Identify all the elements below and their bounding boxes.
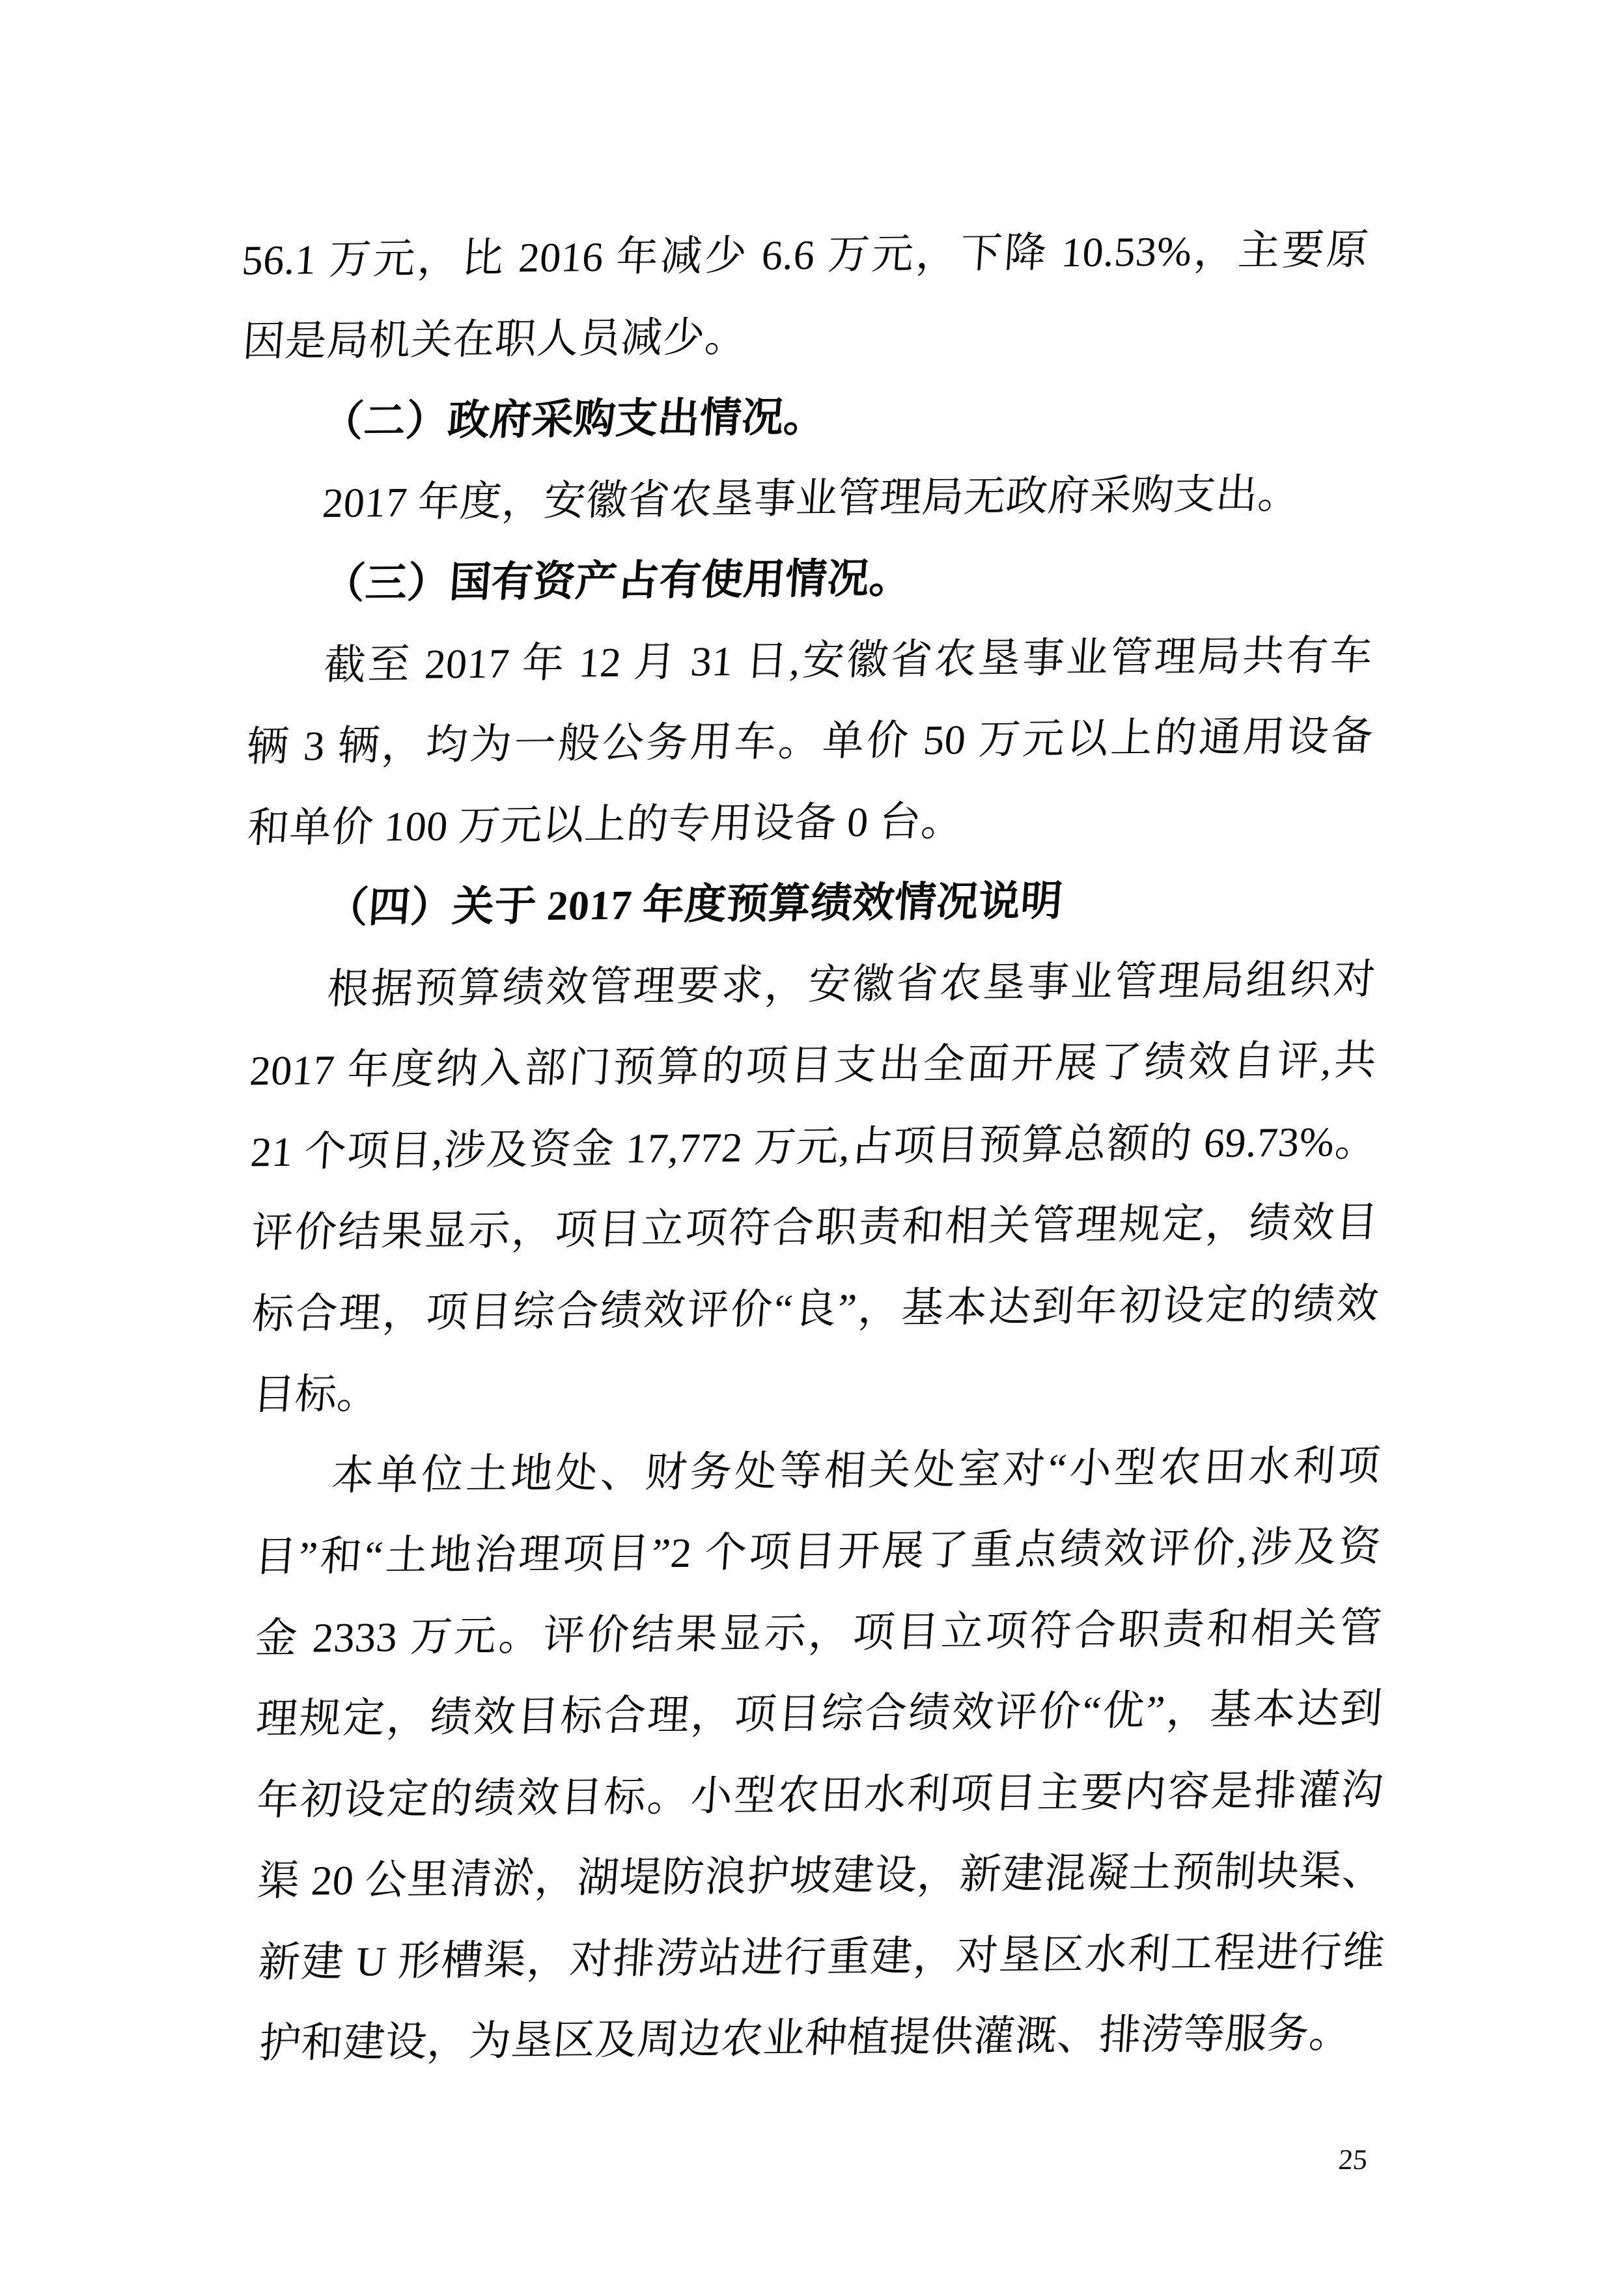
paragraph-line: 21 个项目,涉及资金 17,772 万元,占项目预算总额的 69.73%。: [249, 1118, 1379, 1175]
paragraph-line: 和单价 100 万元以上的专用设备 0 台。: [245, 797, 965, 851]
paragraph-line: 标合理，项目综合绩效评价“良”，基本达到年初设定的绩效: [251, 1280, 1380, 1337]
document-text-block: [242, 210, 1386, 2084]
page-number: 25: [1337, 2144, 1369, 2176]
heading-section-two: （二）政府采购支出情况。: [320, 393, 828, 445]
paragraph-line: 金 2333 万元。评价结果显示，项目立项符合职责和相关管: [253, 1604, 1384, 1661]
paragraph-line: 渠 20 公里清淤，湖堤防浪护坡建设，新建混凝土预制块渠、: [256, 1847, 1386, 1905]
paragraph-line: 目”和“土地治理项目”2 个项目开展了重点绩效评价,涉及资: [253, 1523, 1383, 1581]
paragraph-line: 年初设定的绩效目标。小型农田水利项目主要内容是排灌沟: [255, 1766, 1386, 1823]
heading-section-three: （三）国有资产占有使用情况。: [322, 555, 913, 607]
paragraph-line: 56.1 万元，比 2016 年减少 6.6 万元，下降 10.53%，主要原: [240, 226, 1371, 284]
paragraph-line: 2017 年度纳入部门预算的项目支出全面开展了绩效自评,共: [248, 1036, 1378, 1094]
paragraph-line: 新建 U 形槽渠，对排涝站进行重建，对垦区水利工程进行维: [257, 1928, 1387, 1985]
paragraph-line: 根据预算绩效管理要求，安徽省农垦事业管理局组织对: [326, 956, 1378, 1012]
paragraph-line: 理规定，绩效目标合理，项目综合绩效评价“优”，基本达到: [255, 1685, 1384, 1743]
paragraph-line: 本单位土地处、财务处等相关处室对“小型农田水利项: [330, 1442, 1382, 1499]
paragraph-line: 辆 3 辆，均为一般公务用车。单价 50 万元以上的通用设备: [245, 712, 1375, 770]
paragraph-line: 截至 2017 年 12 月 31 日,安徽省农垦事业管理局共有车: [322, 631, 1374, 688]
heading-section-four: （四）关于 2017 年度预算绩效情况说明: [325, 878, 1065, 932]
paragraph-line: 2017 年度，安徽省农垦事业管理局无政府采购支出。: [321, 470, 1302, 526]
paragraph-line: 护和建设，为垦区及周边农业种植提供灌溉、排涝等服务。: [257, 2010, 1353, 2067]
paragraph-line: 目标。: [251, 1370, 381, 1418]
paragraph-line: 评价结果显示，项目立项符合职责和相关管理规定，绩效目: [249, 1198, 1380, 1256]
paragraph-line: 因是局机关在职人员减少。: [241, 313, 749, 365]
